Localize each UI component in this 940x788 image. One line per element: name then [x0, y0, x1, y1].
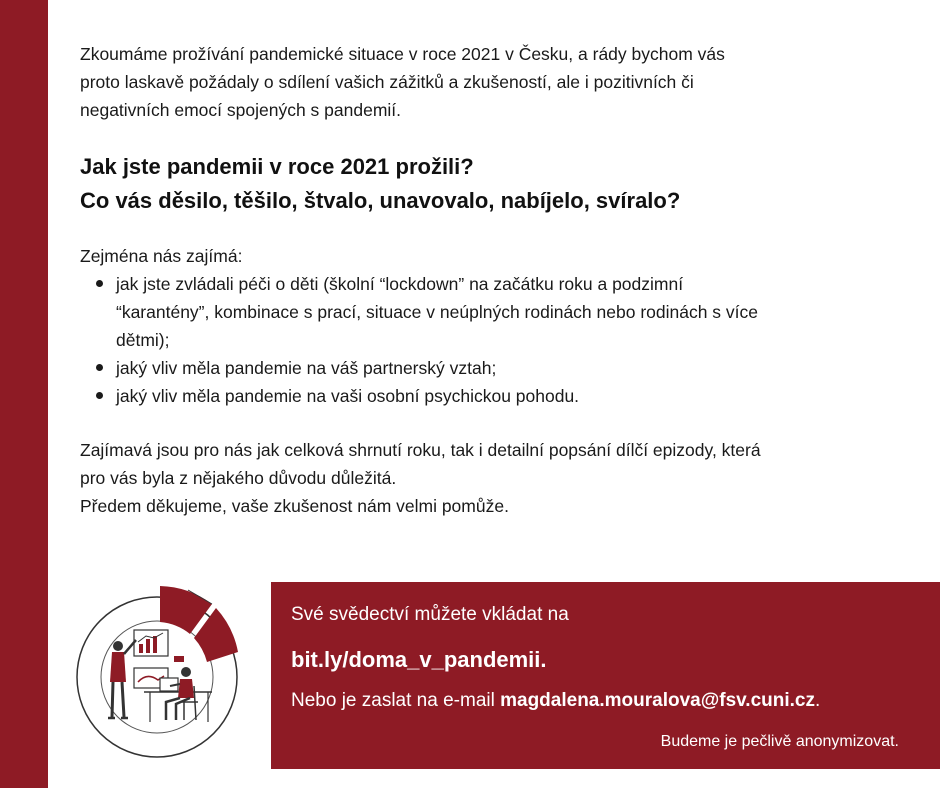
closing-line: pro vás byla z nějakého důvodu důležitá. [80, 468, 397, 488]
email-address-link[interactable]: magdalena.mouralova@fsv.cuni.cz [500, 690, 815, 711]
list-item-line: dětmi); [116, 330, 170, 350]
left-accent-bar [0, 0, 48, 788]
question-heading [80, 150, 880, 218]
interests-intro: Zejména nás zajímá: [80, 246, 243, 266]
intro-line: Zkoumáme prožívání pandemické situace v roce 2021 v Česku, a rády bychom vás [80, 44, 725, 64]
anonymization-note: Budeme je pečlivě anonymizovat. [660, 733, 899, 750]
intro-line: negativních emocí spojených s pandemií. [80, 100, 402, 120]
list-item [96, 270, 880, 354]
bullet-icon [96, 392, 103, 399]
list-item-line: jaký vliv měla pandemie na váš partnerský vztah; [116, 358, 497, 378]
email-suffix: . [815, 690, 821, 711]
list-item-line: jak jste zvládali péči o děti (školní “lockdown” na začátku roku a podzimní [116, 274, 684, 294]
closing-line: Zajímavá jsou pro nás jak celková shrnutí roku, tak i detailní popsání dílčí epizody, která [80, 440, 761, 460]
people-working-chart-illustration [62, 582, 252, 772]
question-line-2: Co vás děsilo, těšilo, štvalo, unavovalo, nabíjelo, svíralo? [80, 188, 681, 213]
list-item-line: jaký vliv měla pandemie na vaši osobní psychickou pohodu. [116, 386, 580, 406]
submission-link[interactable]: bit.ly/doma_v_pandemii. [291, 647, 547, 672]
bullet-icon [96, 280, 103, 287]
email-prefix: Nebo je zaslat na e-mail [291, 690, 501, 711]
closing-paragraph [80, 436, 880, 520]
list-item [96, 354, 880, 382]
bullet-icon [96, 364, 103, 371]
main-content [80, 40, 880, 520]
closing-line: Předem děkujeme, vaše zkušenost nám velmi pomůže. [80, 496, 509, 516]
email-line [291, 688, 820, 714]
interests-list [80, 270, 880, 410]
intro-line: proto laskavě požádaly o sdílení vašich zážitků a zkušeností, ale i pozitivních či [80, 72, 694, 92]
intro-paragraph [80, 40, 880, 124]
question-line-1: Jak jste pandemii v roce 2021 prožili? [80, 154, 474, 179]
list-item-line: “karantény”, kombinace s prací, situace v neúplných rodinách nebo rodinách s více [116, 302, 759, 322]
list-item [96, 382, 880, 410]
submission-box [271, 582, 940, 769]
submission-intro: Své svědectví můžete vkládat na [291, 604, 569, 625]
